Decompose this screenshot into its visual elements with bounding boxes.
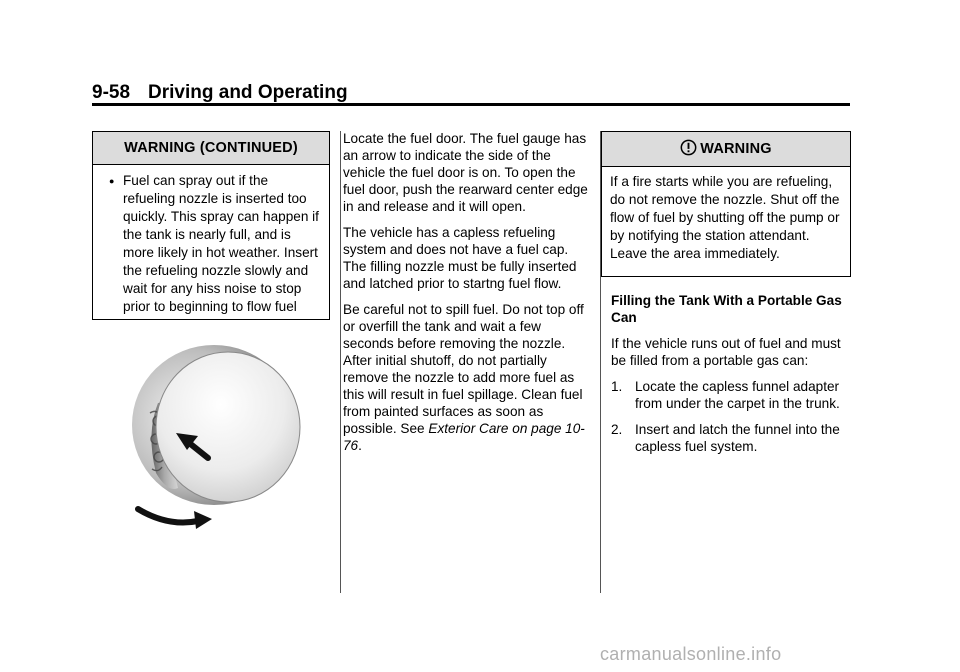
- warning-bullet-item: [109, 172, 321, 316]
- portable-gas-can-heading: Filling the Tank With a Portable Gas Can: [611, 293, 842, 325]
- warning-triangle-icon: [680, 139, 697, 156]
- warning-bullet-text: Fuel can spray out if the refueling nozzle is inserted too quickly. This spray can happen if the tank is nearly full, and is more likely in hot weather. Insert the refueling nozzle slowly and wait for any hiss noise to stop prior to beginning to flow fuel: [123, 173, 319, 314]
- right-column: [611, 292, 851, 464]
- page-header: [92, 81, 348, 105]
- paragraph-capless-system: The vehicle has a capless refueling system and does not have a fuel cap. The filling nozzle must be fully inserted and latched prior to startng fuel flow.: [343, 225, 577, 291]
- open-direction-arrow-icon: [138, 509, 212, 529]
- list-item: [611, 378, 851, 412]
- step-text: Locate the capless funnel adapter from under the carpet in the trunk.: [635, 379, 840, 411]
- list-item: [611, 421, 851, 455]
- exterior-care-link[interactable]: Exterior Care on page 10-76: [343, 421, 585, 453]
- step-number: 2.: [611, 422, 623, 437]
- watermark: carmanualsonline.info: [600, 644, 782, 664]
- warning-continued-title: WARNING (CONTINUED): [93, 132, 329, 165]
- column-divider-left: [340, 131, 341, 593]
- middle-column: [343, 130, 591, 463]
- paragraph-locate-fuel-door: Locate the fuel door. The fuel gauge has an arrow to indicate the side of the vehicle the fuel door is on. To open the fuel door, push the rearward center edge in and release and it will open.: [343, 131, 588, 214]
- bullet-icon: ●: [109, 176, 115, 186]
- paragraph-spill-caution: Be careful not to spill fuel. Do not top off or overfill the tank and wait a few seconds before removing the nozzle. After initial shutoff, do not partially remove the nozzle to add more fuel as this will result in fuel spillage. Clean fuel from painted surfaces as soon as possible. See Exterior Care on page 10-76.: [343, 302, 585, 453]
- fuel-door-illustration: [128, 343, 312, 543]
- warning-continued-box: [92, 131, 330, 320]
- page-number: 9-58: [92, 82, 131, 103]
- step-text: Insert and latch the funnel into the capless fuel system.: [635, 422, 840, 454]
- portable-gas-can-intro: If the vehicle runs out of fuel and must be filled from a portable gas can:: [611, 336, 841, 368]
- chapter-title: Driving and Operating: [148, 82, 348, 103]
- fuel-door-face: [156, 352, 300, 502]
- step-number: 1.: [611, 379, 623, 394]
- header-rule: [92, 103, 850, 106]
- warning-box: [601, 131, 851, 277]
- warning-title: WARNING: [602, 132, 850, 167]
- warning-text: If a fire starts while you are refueling, do not remove the nozzle. Shut off the flow of fuel by shutting off the pump or by notifying the station attendant. Leave the area immediately.: [610, 174, 840, 261]
